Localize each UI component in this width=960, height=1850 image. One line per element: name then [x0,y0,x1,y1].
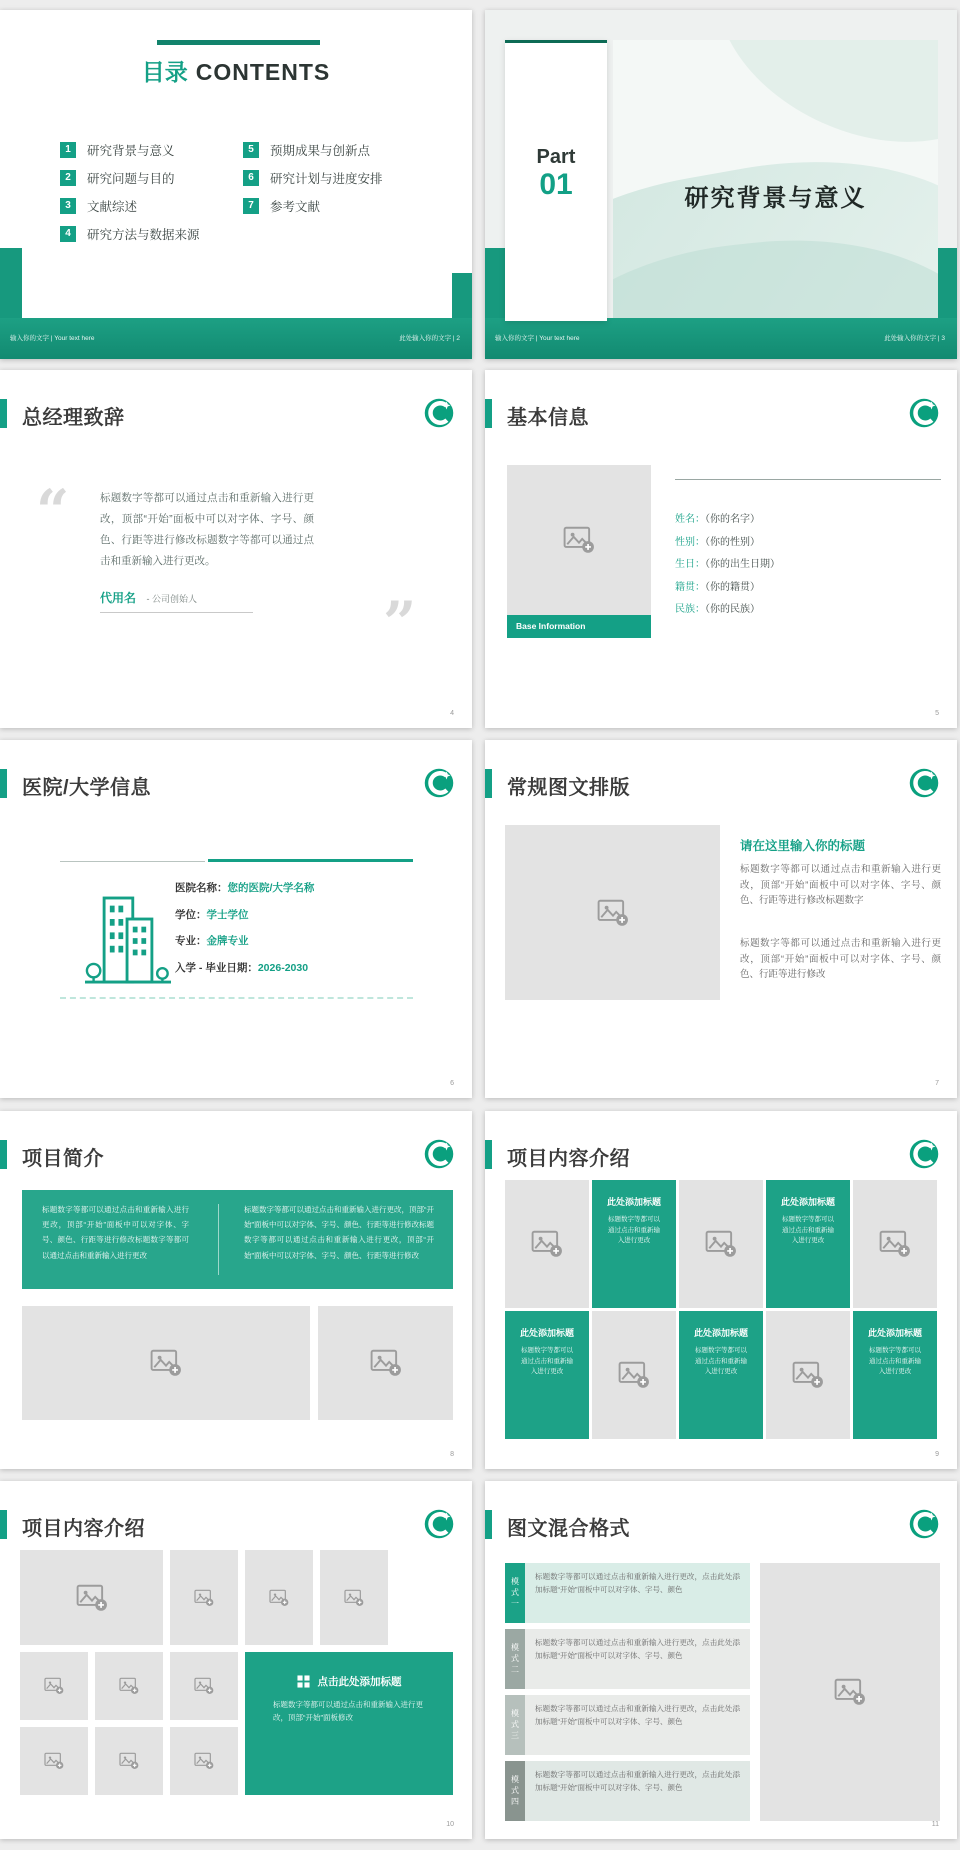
image-placeholder-icon [879,1230,911,1258]
slide-title: 基本信息 [507,407,589,429]
mode-text: 标题数字等都可以通过点击和重新输入进行更改，点击此处添加标题“开始”面板中可以对字体、字号、颜色 [525,1629,750,1689]
field-value: （你的籍贯） [705,581,760,593]
photo-placeholder[interactable] [170,1727,238,1795]
info-fields [675,510,780,623]
intro-text-right: 标题数字等都可以通过点击和重新输入进行更改，顶部“开始”面板中可以对字体、字号、颜色、行距等进行修改标题数字等都可以通过点击和重新输入进行更改，顶部“开始”面板中可以对字体、字号、颜色、行距等进行修改 [244,1205,434,1260]
field-value: 学士学位 [206,908,249,921]
mode-row-3[interactable] [505,1695,750,1755]
corner-block-right [452,273,472,318]
info-field [175,907,314,921]
photo-placeholder[interactable] [95,1652,163,1720]
mode-text: 标题数字等都可以通过点击和重新输入进行更改，点击此处添加标题“开始”面板中可以对字体、字号、颜色 [525,1695,750,1755]
title-accent-bar [485,399,492,428]
section-title: 研究背景与意义 [684,185,867,212]
image-placeholder-icon [563,526,595,554]
image-placeholder-icon [44,1752,64,1770]
mode-tab: 模式三 [505,1695,525,1755]
toc-item-number: 2 [60,170,76,186]
info-field [675,533,780,548]
slide-header [485,398,957,430]
divider-gray [60,861,205,862]
slide-header [0,1509,472,1541]
page-number: 8 [450,1451,454,1458]
grid-icon [297,1675,310,1688]
photo-placeholder[interactable] [20,1550,163,1645]
content-tile[interactable] [679,1311,763,1439]
info-field [675,555,780,570]
photo-placeholder[interactable] [505,1180,589,1308]
image-placeholder-icon [792,1361,824,1389]
field-label: 学位： [175,908,207,921]
content-tile[interactable] [766,1180,850,1308]
caption-text: 标题数字等都可以通过点击和重新输入进行更改，顶部“开始”面板修改 [273,1700,423,1722]
toc-item-number: 3 [60,198,76,214]
toc-item-label: 研究背景与意义 [87,143,175,158]
intro-text-block [22,1190,453,1289]
field-label: 专业： [175,935,207,947]
toc-item-label: 文献综述 [87,199,138,214]
slide-title: 项目内容介绍 [22,1518,145,1540]
mode-tab: 模式四 [505,1761,525,1821]
image-placeholder-icon [119,1752,139,1770]
tile-text: 标题数字等都可以通过点击和重新输入进行更改 [695,1347,747,1375]
slide-header [0,398,472,430]
info-fields [175,880,314,986]
toc-item-7 [243,197,320,214]
field-value: 您的医院/大学名称 [227,882,315,894]
image-placeholder-icon [531,1230,563,1258]
toc-item-5 [243,141,370,158]
caption-block[interactable] [245,1652,453,1795]
info-field [675,578,780,593]
quote-text: 标题数字等都可以通过点击和重新输入进行更改，顶部“开始”面板中可以对字体、字号、颜色、行距等进行修改标题数字等都可以通过点击和重新输入进行更改。 [100,492,314,567]
image-placeholder-icon [150,1349,182,1377]
toc-item-4 [60,225,200,242]
field-value: （你的民族） [705,604,760,615]
quote-author [100,589,197,607]
title-accent-bar [0,399,7,428]
photo-placeholder[interactable] [170,1550,238,1645]
footer-left-text: 输入你的文字 | Your text here [10,335,95,342]
tile-text: 标题数字等都可以通过点击和重新输入进行更改 [608,1216,660,1244]
image-placeholder-icon [269,1589,289,1607]
image-placeholder-icon [194,1589,214,1607]
slide-header [0,1139,472,1171]
building-icon [85,888,171,994]
mode-row-4[interactable] [505,1761,750,1821]
toc-title [0,54,472,87]
photo-placeholder[interactable] [592,1311,676,1439]
title-accent-bar [0,1510,7,1539]
part-panel [505,40,607,321]
toc-title-cn: 目录 [141,59,188,85]
mode-row-1[interactable] [505,1563,750,1623]
slide-title: 项目简介 [22,1148,104,1170]
page-number: 10 [446,1821,454,1828]
brand-logo-icon [424,1509,454,1539]
toc-item-label: 预期成果与创新点 [270,143,371,158]
footer-right-text: 此处输入你的文字 | 2 [399,335,460,342]
corner-block-left [0,248,22,318]
tile-title: 此处添加标题 [693,1328,748,1338]
cover-image [613,40,938,318]
tile-title: 此处添加标题 [780,1197,835,1207]
open-quote-icon: “ [36,477,70,545]
divider-teal [208,859,413,862]
toc-item-label: 研究计划与进度安排 [270,171,383,186]
content-paragraph-2: 标题数字等都可以通过点击和重新输入进行更改，顶部“开始”面板中可以对字体、字号、颜色、行距等进行修改 [740,938,941,980]
tile-text: 标题数字等都可以通过点击和重新输入进行更改 [869,1347,921,1375]
photo-placeholder[interactable] [320,1550,388,1645]
footer-right-text: 此处输入你的文字 | 3 [884,335,945,342]
image-placeholder-icon [618,1361,650,1389]
photo-placeholder[interactable] [318,1306,453,1420]
image-placeholder-icon [705,1230,737,1258]
mode-row-2[interactable] [505,1629,750,1689]
image-placeholder-icon [834,1678,866,1706]
brand-logo-icon [424,768,454,798]
info-field [675,510,780,525]
field-value: 2026-2030 [257,961,309,974]
slide-header [485,1139,957,1171]
content-paragraph-1: 标题数字等都可以通过点击和重新输入进行更改，顶部“开始”面板中可以对字体、字号、颜色、行距等进行修改标题数字 [740,864,941,906]
toc-item-number: 6 [243,170,259,186]
slide-greeting[interactable] [0,370,472,728]
image-placeholder-icon [597,899,629,927]
photo-placeholder[interactable] [679,1180,763,1308]
page-number: 5 [935,710,939,717]
mode-text: 标题数字等都可以通过点击和重新输入进行更改，点击此处添加标题“开始”面板中可以对字体、字号、颜色 [525,1761,750,1821]
field-value: （你的性别） [705,536,760,548]
photo-placeholder[interactable] [505,825,720,1000]
slide-basic-info[interactable] [485,370,957,728]
photo-placeholder[interactable] [853,1180,937,1308]
field-value: （你的名字） [705,514,760,525]
toc-title-en: CONTENTS [195,59,331,85]
close-quote-icon: ” [383,589,417,657]
author-name: 代用名 [100,591,137,605]
title-accent-bar [485,1140,492,1169]
photo-placeholder[interactable] [22,1306,310,1420]
brand-logo-icon [909,398,939,428]
toc-item-number: 7 [243,198,259,214]
slide-title: 医院/大学信息 [22,777,152,799]
slide-project-intro[interactable] [0,1111,472,1469]
brand-logo-icon [909,768,939,798]
mode-tab: 模式二 [505,1629,525,1689]
image-placeholder-icon [194,1752,214,1770]
caption-title: 点击此处添加标题 [317,1676,402,1688]
page-number: 11 [931,1821,939,1828]
fields-divider [675,479,941,480]
slide-header [0,768,472,800]
brand-logo-icon [909,1509,939,1539]
photo-placeholder[interactable] [95,1727,163,1795]
field-value: 金牌专业 [206,935,249,947]
caption-header [245,1674,453,1689]
slide-content-grid[interactable] [485,1111,957,1469]
content-tile[interactable] [853,1311,937,1439]
image-placeholder-icon [76,1584,108,1612]
info-field [675,600,780,615]
slide-footer-band [0,318,472,359]
title-accent-bar [485,1510,492,1539]
page-number: 9 [935,1451,939,1458]
field-label: 入学 - 毕业日期： [175,961,258,974]
toc-item-label: 参考文献 [270,199,321,214]
image-placeholder-icon [194,1677,214,1695]
page-number: 7 [935,1080,939,1087]
photo-placeholder[interactable] [507,465,651,615]
image-placeholder-icon [44,1677,64,1695]
field-label: 医院名称： [175,882,228,894]
photo-placeholder[interactable] [20,1652,88,1720]
toc-item-number: 1 [60,142,76,158]
brand-logo-icon [424,398,454,428]
image-placeholder-icon [370,1349,402,1377]
toc-item-3 [60,197,137,214]
photo-placeholder[interactable] [20,1727,88,1795]
slide-toc[interactable] [0,10,472,359]
image-placeholder-icon [119,1677,139,1695]
field-label: 性别： [675,536,705,548]
slide-part-cover[interactable] [485,10,957,359]
toc-item-number: 4 [60,226,76,242]
field-value: （你的出生日期） [705,559,780,570]
author-role: - 公司创始人 [146,594,197,604]
slide-content-gallery[interactable] [0,1481,472,1839]
slide-header [485,768,957,800]
slide-header [485,1509,957,1541]
mode-list [505,1563,750,1827]
photo-placeholder[interactable] [766,1311,850,1439]
photo-caption: Base Information [507,615,651,638]
part-label: Part [536,146,576,168]
photo-placeholder[interactable] [760,1563,940,1821]
part-number: 01 [539,168,573,201]
info-field [175,933,314,947]
slide-footer-band [485,318,957,359]
corner-block-left [485,248,507,318]
title-accent-bar [0,1140,7,1169]
slide-mixed-format[interactable] [485,1481,957,1839]
photo-placeholder[interactable] [245,1550,313,1645]
slide-text-image-layout[interactable] [485,740,957,1098]
content-tile[interactable] [505,1311,589,1439]
intro-text-left: 标题数字等都可以通过点击和重新输入进行更改，顶部“开始”面板中可以对字体、字号、颜色、行距等进行修改标题数字等都可以通过点击和重新输入进行更改 [42,1205,189,1260]
column-divider [218,1204,219,1275]
slide-title: 图文混合格式 [507,1518,630,1540]
slide-title: 项目内容介绍 [507,1148,630,1170]
field-label: 姓名： [675,514,705,525]
tile-title: 此处添加标题 [867,1328,922,1338]
field-label: 民族： [675,604,705,615]
field-label: 生日： [675,559,705,570]
toc-item-6 [243,169,383,186]
toc-item-label: 研究问题与目的 [87,171,175,186]
title-accent-bar [0,769,7,798]
info-field [175,880,314,894]
slide-title: 常规图文排版 [507,777,630,799]
brand-logo-icon [909,1139,939,1169]
page-number: 4 [450,710,454,717]
brand-logo-icon [424,1139,454,1169]
content-subtitle: 请在这里输入你的标题 [740,839,866,853]
toc-item-1 [60,141,175,158]
info-field [175,960,314,974]
field-label: 籍贯： [675,581,705,593]
tile-text: 标题数字等都可以通过点击和重新输入进行更改 [521,1347,573,1375]
tile-title: 此处添加标题 [606,1197,661,1207]
toc-item-number: 5 [243,142,259,158]
tile-title: 此处添加标题 [519,1328,574,1338]
content-tile[interactable] [592,1180,676,1308]
slide-hospital-info[interactable] [0,740,472,1098]
image-placeholder-icon [344,1589,364,1607]
toc-item-2 [60,169,175,186]
toc-item-label: 研究方法与数据来源 [87,227,200,242]
page-number: 6 [450,1080,454,1087]
dashed-underline [60,997,413,999]
slide-title: 总经理致辞 [22,407,125,429]
tile-text: 标题数字等都可以通过点击和重新输入进行更改 [782,1216,834,1244]
toc-accent-bar [157,40,320,45]
mode-text: 标题数字等都可以通过点击和重新输入进行更改，点击此处添加标题“开始”面板中可以对字体、字号、颜色 [525,1563,750,1623]
title-accent-bar [485,769,492,798]
corner-block-right [938,248,957,318]
author-underline [100,612,253,613]
footer-left-text: 输入你的文字 | Your text here [495,335,580,342]
mode-tab: 模式一 [505,1563,525,1623]
photo-placeholder[interactable] [170,1652,238,1720]
